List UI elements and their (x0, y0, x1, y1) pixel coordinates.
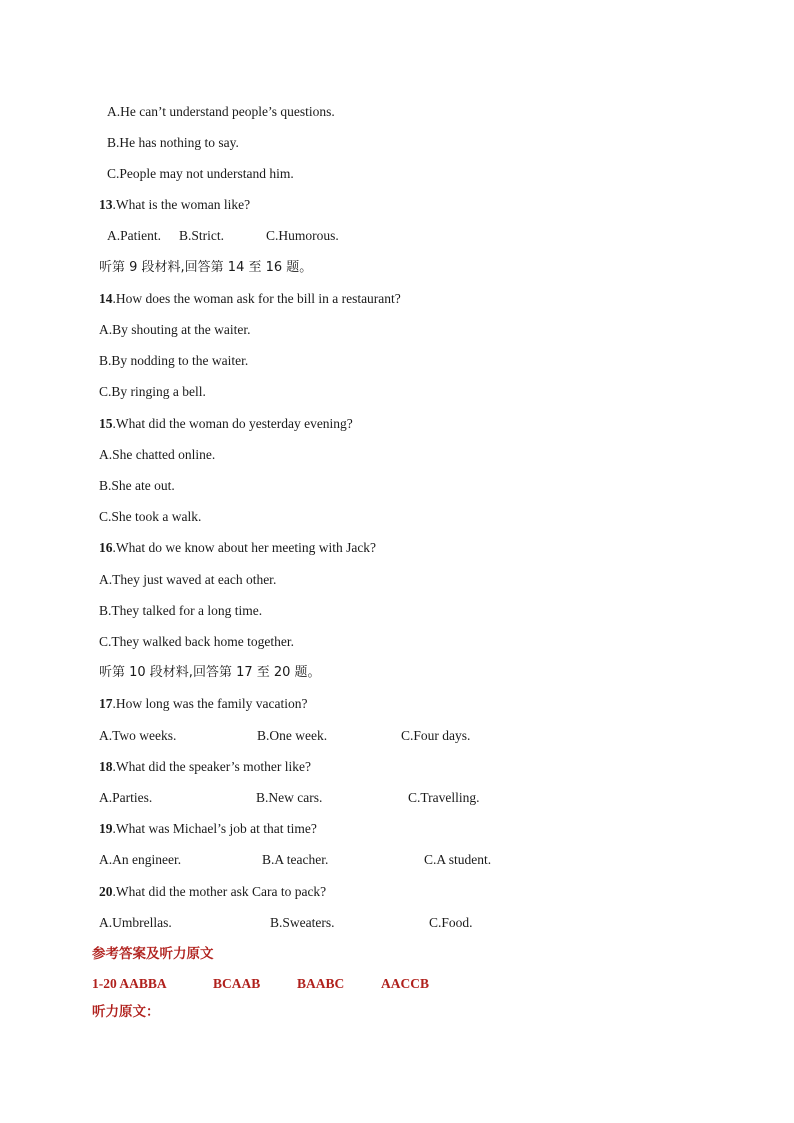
q20-option-b: B.Sweaters. (270, 915, 335, 930)
q17-option-c: C.Four days. (401, 728, 471, 743)
q14-option-a: A.By shouting at the waiter. (99, 322, 251, 337)
section-9-instruction: 听第 9 段材料,回答第 14 至 16 题。 (99, 260, 313, 275)
answers-group-3: BAABC (297, 976, 345, 991)
q19-option-b: B.A teacher. (262, 852, 329, 867)
q17-stem (99, 696, 307, 712)
q18-option-c: C.Travelling. (408, 790, 480, 805)
q17-option-b: B.One week. (257, 728, 328, 743)
q16-option-a: A.They just waved at each other. (99, 572, 277, 587)
q19-option-a: A.An engineer. (99, 852, 182, 867)
transcript-heading: 听力原文： (92, 1004, 160, 1020)
q16-option-b: B.They talked for a long time. (99, 603, 263, 618)
answers-group-2: BCAAB (213, 976, 261, 991)
q16-stem (99, 540, 376, 556)
q15-option-b: B.She ate out. (99, 478, 175, 493)
q18-option-b: B.New cars. (256, 790, 323, 805)
answers-range-label: 1-20 (92, 976, 117, 991)
q13-text: .What is the woman like? (112, 197, 251, 212)
q16-option-c: C.They walked back home together. (99, 634, 294, 649)
q16-text: .What do we know about her meeting with Jack? (112, 540, 377, 555)
q14-text: .How does the woman ask for the bill in a restaurant? (112, 291, 401, 306)
q19-number: 19 (99, 821, 113, 836)
q17-text: .How long was the family vacation? (112, 696, 308, 711)
answers-range (92, 976, 167, 992)
q18-text: .What did the speaker’s mother like? (112, 759, 311, 774)
q12-option-b: B.He has nothing to say. (107, 135, 239, 150)
q18-option-a: A.Parties. (99, 790, 153, 805)
answers-group-1: AABBA (119, 976, 167, 991)
q14-option-b: B.By nodding to the waiter. (99, 353, 249, 368)
q18-stem (99, 759, 311, 775)
q18-number: 18 (99, 759, 113, 774)
q15-number: 15 (99, 416, 113, 431)
q19-text: .What was Michael’s job at that time? (112, 821, 317, 836)
q14-number: 14 (99, 291, 113, 306)
q19-option-c: C.A student. (424, 852, 492, 867)
q15-text: .What did the woman do yesterday evening? (112, 416, 353, 431)
q14-option-c: C.By ringing a bell. (99, 384, 206, 399)
q20-stem (99, 884, 326, 900)
q19-stem (99, 821, 317, 837)
q13-stem (99, 197, 250, 213)
answers-heading: 参考答案及听力原文 (92, 946, 214, 962)
q20-option-c: C.Food. (429, 915, 473, 930)
q15-option-c: C.She took a walk. (99, 509, 202, 524)
q12-option-a: A.He can’t understand people’s questions. (107, 104, 335, 119)
q20-text: .What did the mother ask Cara to pack? (112, 884, 327, 899)
q20-option-a: A.Umbrellas. (99, 915, 172, 930)
q13-option-c: C.Humorous. (266, 228, 339, 243)
q15-stem (99, 416, 353, 432)
q13-number: 13 (99, 197, 113, 212)
q12-option-c: C.People may not understand him. (107, 166, 294, 181)
answers-group-4: AACCB (381, 976, 430, 991)
q15-option-a: A.She chatted online. (99, 447, 216, 462)
q13-option-b: B.Strict. (179, 228, 225, 243)
q14-stem (99, 291, 401, 307)
q16-number: 16 (99, 540, 113, 555)
q13-option-a: A.Patient. (107, 228, 161, 243)
q17-number: 17 (99, 696, 113, 711)
q20-number: 20 (99, 884, 113, 899)
section-10-instruction: 听第 10 段材料,回答第 17 至 20 题。 (99, 665, 321, 680)
q17-option-a: A.Two weeks. (99, 728, 177, 743)
